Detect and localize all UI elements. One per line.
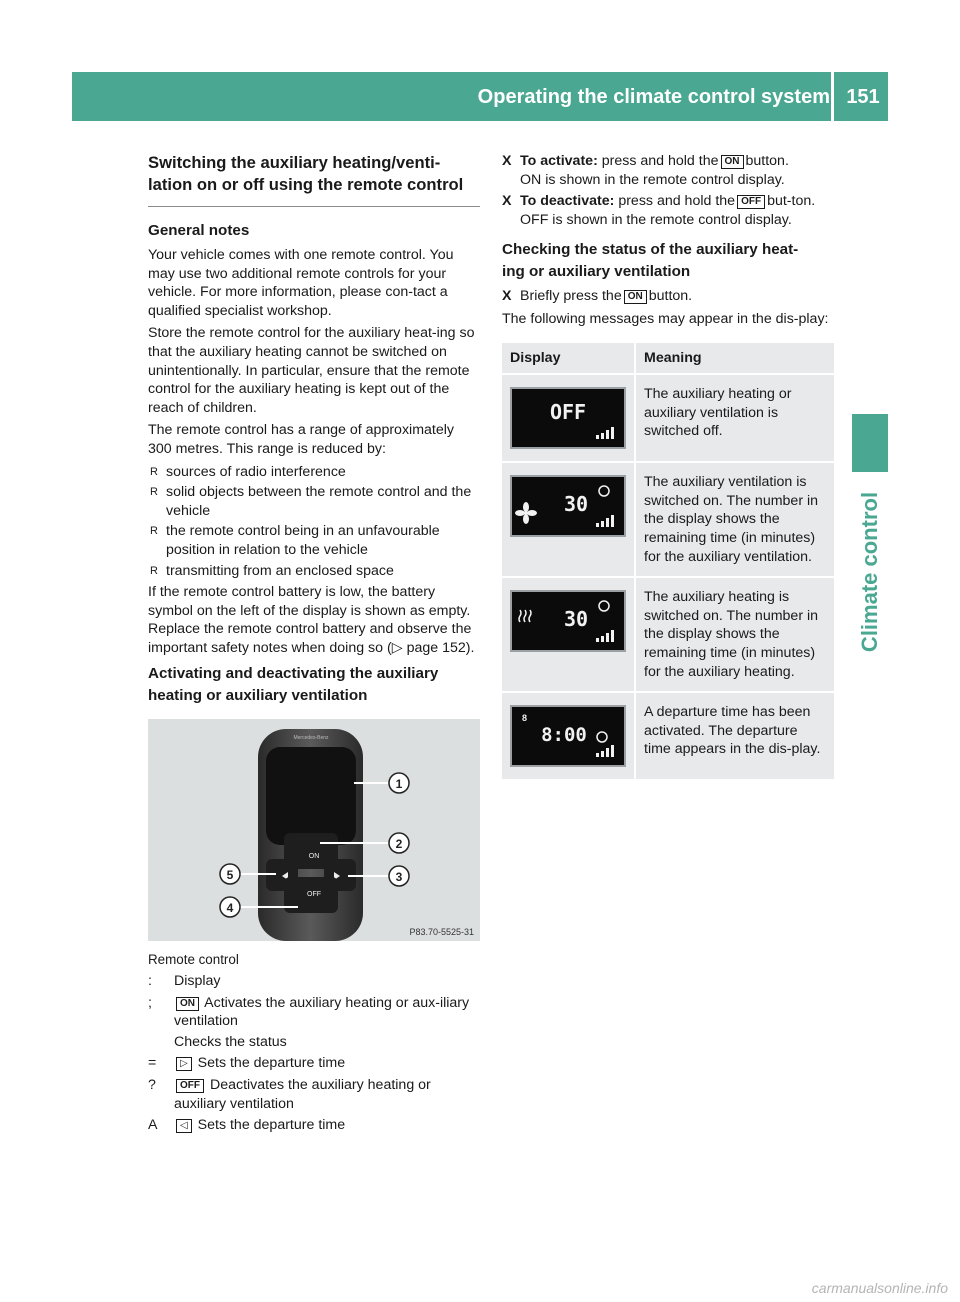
timer-icon: [599, 601, 609, 611]
legend-item: ; ON Activates the auxiliary heating or aux-iliary ventilation Checks the status: [148, 994, 470, 1050]
lcd-display-departure: [510, 705, 626, 767]
messages-intro: The following messages may appear in the dis-play:: [502, 310, 829, 327]
display-cell: [502, 374, 635, 462]
callout-number: 1: [395, 777, 403, 792]
step-marker-icon: X: [502, 193, 512, 210]
callout-number: 5: [226, 868, 234, 883]
general-notes-heading: General notes: [148, 222, 250, 239]
lcd-display-heating: [510, 590, 626, 652]
on-key-icon: ON: [176, 997, 199, 1011]
activating-heading: Activating and deactivating the auxiliary heating or auxiliary ventilation: [148, 665, 439, 705]
step-marker-icon: X: [502, 288, 512, 305]
legend-number: ?: [148, 1077, 156, 1094]
lcd-text: 30: [563, 492, 589, 517]
signal-strength-icon: [596, 515, 614, 527]
display-cell: [502, 692, 635, 779]
right-arrow-key-icon: ▷: [176, 1057, 192, 1071]
section-heading: [148, 152, 480, 196]
remote-brand: Mercedes-Benz: [293, 735, 329, 742]
figure-caption: Remote control: [148, 952, 239, 968]
section-heading-line-2: lation on or off using the remote control: [148, 175, 464, 194]
chapter-tab-marker: [852, 414, 888, 472]
left-column: [148, 152, 480, 1138]
remote-on-label: ON: [308, 853, 320, 861]
remote-control-figure: [148, 719, 480, 941]
legend-number: :: [148, 973, 152, 990]
bullet-icon: R: [150, 486, 158, 499]
table-header-meaning: Meaning: [635, 343, 834, 375]
legend-item: = ▷ Sets the departure time: [148, 1055, 346, 1072]
callout-number: 4: [226, 901, 234, 916]
fan-icon: [515, 502, 537, 524]
range-reduction-list: [148, 463, 480, 581]
remote-off-label: OFF: [307, 891, 321, 899]
signal-strength-icon: [596, 427, 614, 439]
bullet-icon: R: [150, 525, 158, 538]
table-row: [502, 692, 834, 779]
off-key-icon: OFF: [737, 195, 765, 209]
table-row: [502, 577, 834, 692]
page-reference-arrow-icon: ▷: [391, 639, 403, 656]
signal-strength-icon: [596, 745, 614, 757]
display-meaning-table: [502, 343, 834, 780]
section-heading-line-1: Switching the auxiliary heating/venti-: [148, 153, 441, 172]
lcd-prefix: 8: [522, 713, 528, 724]
page-reference-link[interactable]: page 152).: [402, 639, 475, 656]
bullet-icon: R: [150, 465, 158, 478]
meaning-cell: The auxiliary ventilation is switched on. The number in the display shows the remaining time (in minutes) for the auxiliary ventilation.: [635, 462, 834, 577]
callout-number: 2: [395, 837, 403, 852]
lcd-text: 8:00: [541, 724, 587, 747]
figure-reference-code: P83.70-5525-31: [409, 927, 474, 938]
meaning-cell: A departure time has been activated. The departure time appears in the dis-play.: [635, 692, 834, 779]
signal-strength-icon: [596, 630, 614, 642]
table-row: [502, 374, 834, 462]
legend-item: A ◁ Sets the departure time: [148, 1117, 346, 1134]
on-key-icon: ON: [624, 290, 647, 304]
table-row: [502, 462, 834, 577]
paragraph-range: The remote control has a range of approximately 300 metres. This range is reduced by:: [148, 422, 454, 457]
legend-number: A: [148, 1117, 158, 1134]
display-cell: [502, 462, 635, 577]
chapter-tab-label: Climate control: [857, 491, 882, 653]
remote-display: [266, 747, 356, 845]
meaning-cell: The auxiliary heating or auxiliary ventilation is switched off.: [635, 374, 834, 462]
list-item: R sources of radio interference: [150, 463, 346, 480]
page-number: 151: [846, 86, 880, 108]
callout-number: 3: [395, 870, 403, 885]
bullet-icon: R: [150, 564, 158, 577]
step-deactivate: X To deactivate: press and hold the OFF but-ton. OFF is shown in the remote control display.: [502, 193, 816, 228]
heading-rule: [148, 206, 480, 207]
alarm-clock-icon: [597, 732, 607, 742]
paragraph-battery: If the remote control battery is low, the battery symbol on the left of the display is shown as empty. Replace the remote control battery and observe the important safety notes when doing so (▷ page 152).: [148, 584, 475, 656]
legend-item: ? OFF Deactivates the auxiliary heating or auxiliary ventilation: [148, 1077, 431, 1112]
status-steps: [502, 287, 834, 306]
right-column: [502, 152, 834, 779]
activation-steps: [502, 152, 834, 229]
off-key-icon: OFF: [176, 1079, 204, 1093]
left-arrow-key-icon: ◁: [176, 1119, 192, 1133]
lcd-text: OFF: [549, 400, 587, 425]
legend-item: : Display: [148, 973, 221, 990]
legend-number: =: [148, 1055, 157, 1072]
paragraph-storage: Store the remote control for the auxiliary heat-ing so that the auxiliary heating cannot be switched on unintentionally. In particular, ensure that the remote control for the auxiliary heating is kept out of the reach of children.: [148, 325, 475, 416]
list-item: R solid objects between the remote control and the vehicle: [150, 484, 472, 519]
lcd-display-ventilation: [510, 475, 626, 537]
status-heading: Checking the status of the auxiliary heat- ing or auxiliary ventilation: [502, 241, 799, 281]
paragraph-remote-count: Your vehicle comes with one remote control. You may use two additional remote controls for your vehicle. For more information, please con-tact a qualified specialist workshop.: [148, 247, 454, 319]
lcd-text: 30: [563, 607, 589, 632]
table-header-row: [502, 343, 834, 375]
step-activate: X To activate: press and hold the ON button. ON is shown in the remote control display.: [502, 153, 789, 188]
header-divider: [831, 72, 834, 121]
on-key-icon: ON: [721, 155, 744, 169]
step-marker-icon: X: [502, 153, 512, 169]
watermark: carmanualsonline.info: [811, 1280, 948, 1296]
remote-control-illustration: [148, 719, 480, 941]
step-check-status: X Briefly press the ON button.: [502, 288, 693, 305]
list-item: R transmitting from an enclosed space: [150, 562, 394, 579]
table-header-display: Display: [502, 343, 635, 375]
list-item: R the remote control being in an unfavourable position in relation to the vehicle: [150, 523, 440, 558]
lcd-display-off: [510, 387, 626, 449]
heating-icon: [519, 610, 531, 622]
figure-legend: [148, 972, 480, 1135]
meaning-cell: The auxiliary heating is switched on. The number in the display shows the remaining time (in minutes) for the auxiliary heating.: [635, 577, 834, 692]
timer-icon: [599, 486, 609, 496]
legend-number: ;: [148, 994, 152, 1011]
display-cell: [502, 577, 635, 692]
page-title: Operating the climate control system: [477, 86, 830, 108]
